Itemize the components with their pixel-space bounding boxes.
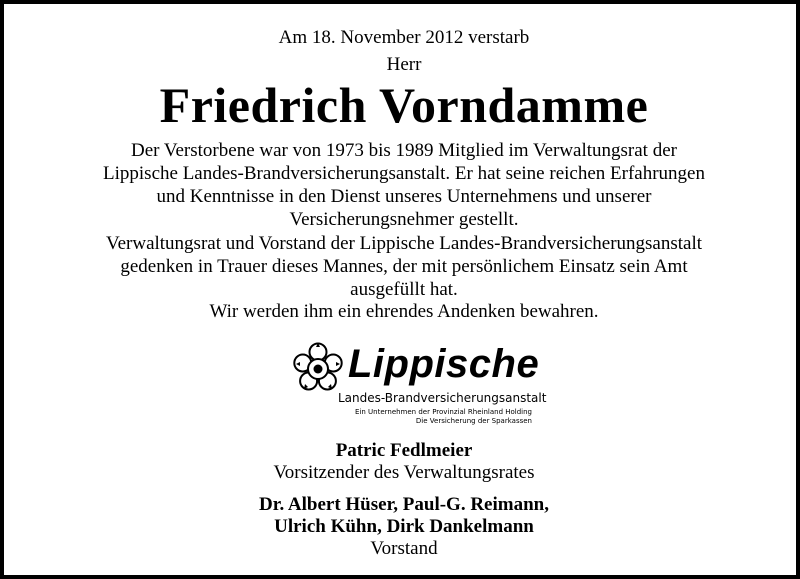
paragraph-line: Der Verstorbene war von 1973 bis 1989 Mitglied im Verwaltungsrat der bbox=[131, 140, 677, 161]
board-role: Vorstand bbox=[370, 538, 438, 559]
rose-emblem-icon bbox=[292, 342, 344, 394]
paragraph-membership bbox=[4, 139, 800, 231]
paragraph-remembrance: Wir werden ihm ein ehrendes Andenken bewahren. bbox=[209, 301, 599, 322]
logo-wordmark: Lippische bbox=[348, 342, 540, 386]
chair-role: Vorsitzender des Verwaltungsrates bbox=[273, 462, 535, 483]
logo-subtitle: Landes-Brandversicherungsanstalt bbox=[338, 391, 547, 405]
paragraph-line: Verwaltungsrat und Vorstand der Lippische Landes-Brandversicherungsanstalt bbox=[105, 233, 703, 254]
intro-line: Am 18. November 2012 verstarb bbox=[278, 27, 530, 48]
paragraph-line: gedenken in Trauer dieses Mannes, der mit persönlichem Einsatz sein Amt bbox=[120, 256, 688, 277]
paragraph-line: Lippische Landes-Brandversicherungsanstalt. Er hat seine reichen Erfahrungen bbox=[103, 163, 705, 184]
salutation: Herr bbox=[386, 54, 422, 75]
deceased-name: Friedrich Vorndamme bbox=[159, 77, 649, 133]
paragraph-mourning bbox=[4, 232, 800, 301]
chair-name: Patric Fedlmeier bbox=[335, 440, 473, 461]
board-names-line1: Dr. Albert Hüser, Paul-G. Reimann, bbox=[259, 494, 549, 515]
logo-holding-line: Ein Unternehmen der Provinzial Rheinland Holding bbox=[354, 408, 532, 416]
paragraph-line: ausgefüllt hat. bbox=[350, 279, 458, 300]
company-logo bbox=[290, 340, 547, 430]
logo-sparkassen-line: Die Versicherung der Sparkassen bbox=[415, 417, 532, 425]
paragraph-line: und Kenntnisse in den Dienst unseres Unternehmens und unserer bbox=[156, 186, 652, 207]
paragraph-line: Versicherungsnehmer gestellt. bbox=[289, 209, 519, 230]
board-names-line2: Ulrich Kühn, Dirk Dankelmann bbox=[274, 516, 534, 537]
